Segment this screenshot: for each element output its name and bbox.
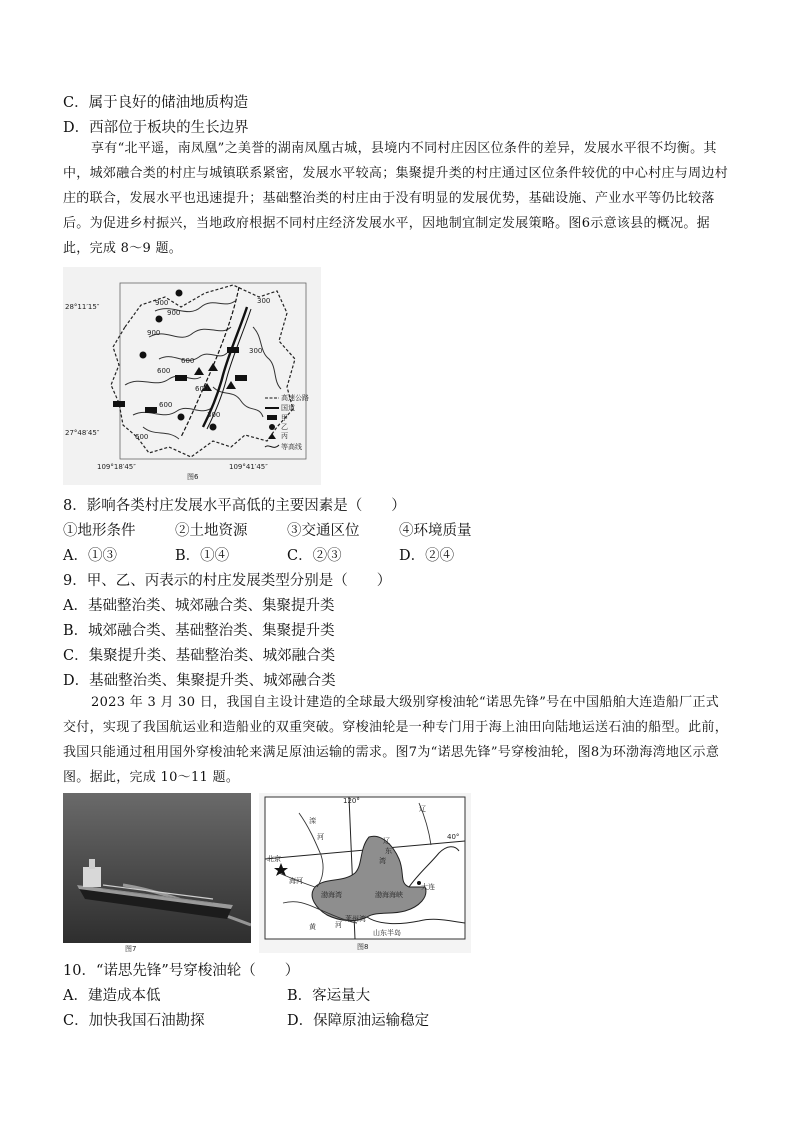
q10-stem: 10．“诺思先锋”号穿梭油轮（ ） [63,963,300,979]
svg-text:丙: 丙 [281,432,288,440]
map-label: 大连 [421,883,435,891]
passage-shuttle-tanker: 2023 年 3 月 30 日，我国自主设计建造的全球最大级别穿梭油轮“诺思先锋”号在中国船舶大连造船厂正式交付，实现了我国航运业和造船业的双重突破。穿梭油轮是一种专门用于海上油田向陆地运送石油的船型。此前，我国只能通过租用国外穿梭油轮来满足原油运输的需求。图7为“诺思先锋”号穿梭油轮，图8为环渤海湾地区示意图。据此，完成 10～11 题。 [63,695,729,785]
svg-text:高速公路: 高速公路 [281,394,309,402]
q8-item: ②土地资源 [175,523,248,539]
contour-label: 600 [157,367,171,375]
q7-option-c: C．属于良好的储油地质构造 [63,95,249,111]
contour-label: 600 [181,357,195,365]
svg-text:甲: 甲 [281,414,288,422]
q8-option-d: D．②④ [399,548,455,564]
map-label: 滦 [309,817,316,825]
lon-120-label: 120° [343,797,360,805]
q8-option-a: A．①③ [63,548,117,564]
q10-option-d: D．保障原油运输稳定 [287,1013,430,1029]
q9-option-b: B．城郊融合类、基础整治类、集聚提升类 [63,623,335,639]
svg-text:国道: 国道 [281,404,295,412]
q7-option-d: D．西部位于板块的生长边界 [63,120,249,136]
map-label: 山东半岛 [373,929,401,937]
map-label: 河 [317,833,324,841]
q9-option-c: C．集聚提升类、基础整治类、城郊融合类 [63,648,336,664]
map-label: 辽 [419,805,426,813]
lat-top-label: 28°11′15″ [65,303,100,311]
map-label: 湾 [379,857,386,865]
svg-text:等高线: 等高线 [281,443,302,451]
q9-stem: 9．甲、乙、丙表示的村庄发展类型分别是（ ） [63,573,392,589]
q8-option-c: C．②③ [287,548,342,564]
contour-label: 300 [257,297,271,305]
figure-7-photo [63,793,251,953]
contour-label: 600 [195,385,209,393]
figure-8-caption: 图8 [357,943,369,951]
passage-fenghuang: 享有“北平遥，南凤凰”之美誉的湖南凤凰古城，县境内不同村庄因区位条件的差异，发展水平很不均衡。其中，城郊融合类的村庄与城镇联系紧密，发展水平较高；集聚提升类的村庄通过区位条件较优的中心村庄与周边村庄的联合，发展水平也迅速提升；基础整治类的村庄由于没有明显的发展优势，基础设施、产业水平等仍比较落后。为促进乡村振兴，当地政府根据不同村庄经济发展水平，因地制宜制定发展策略。图6示意该县的概况。据此，完成 8～9 题。 [63,141,729,256]
map-label: 黄 [309,923,316,931]
figure-6-map [63,267,321,485]
q8-option-b: B．①④ [175,548,230,564]
contour-label: 900 [155,299,169,307]
q10-option-a: A．建造成本低 [63,988,161,1004]
q8-stem: 8．影响各类村庄发展水平高低的主要因素是（ ） [63,498,406,514]
q9-option-a: A．基础整治类、城郊融合类、集聚提升类 [63,598,335,614]
svg-text:乙: 乙 [281,423,288,431]
contour-label: 600 [159,401,173,409]
q10-option-b: B．客运量大 [287,988,371,1004]
lat-bottom-label: 27°48′45″ [65,429,100,437]
q8-item: ①地形条件 [63,523,136,539]
map-label: 东 [385,847,392,855]
map-label: 渤海海峡 [375,891,403,899]
map-label: 河 [335,921,342,929]
lon-right-label: 109°41′45″ [229,463,268,471]
figure-6-caption: 图6 [187,473,199,481]
contour-label: 300 [249,347,263,355]
contour-label: 600 [135,433,149,441]
q8-item: ④环境质量 [399,523,472,539]
figure-8-map [259,793,471,953]
q9-option-d: D．基础整治类、集聚提升类、城郊融合类 [63,673,336,689]
q8-item: ③交通区位 [287,523,360,539]
contour-label: 900 [147,329,161,337]
contour-label: 300 [207,411,221,419]
map-label: 渤海湾 [321,891,342,899]
figure-7-caption: 图7 [125,945,137,953]
lat-40-label: 40° [447,833,460,841]
map-label: 北京 [267,855,281,863]
map-label: 辽 [383,837,390,845]
lon-left-label: 109°18′45″ [97,463,136,471]
map-label: 海河 [289,877,303,885]
map-label: 莱州湾 [345,915,366,923]
contour-label: 900 [167,309,181,317]
q10-option-c: C．加快我国石油勘探 [63,1013,205,1029]
